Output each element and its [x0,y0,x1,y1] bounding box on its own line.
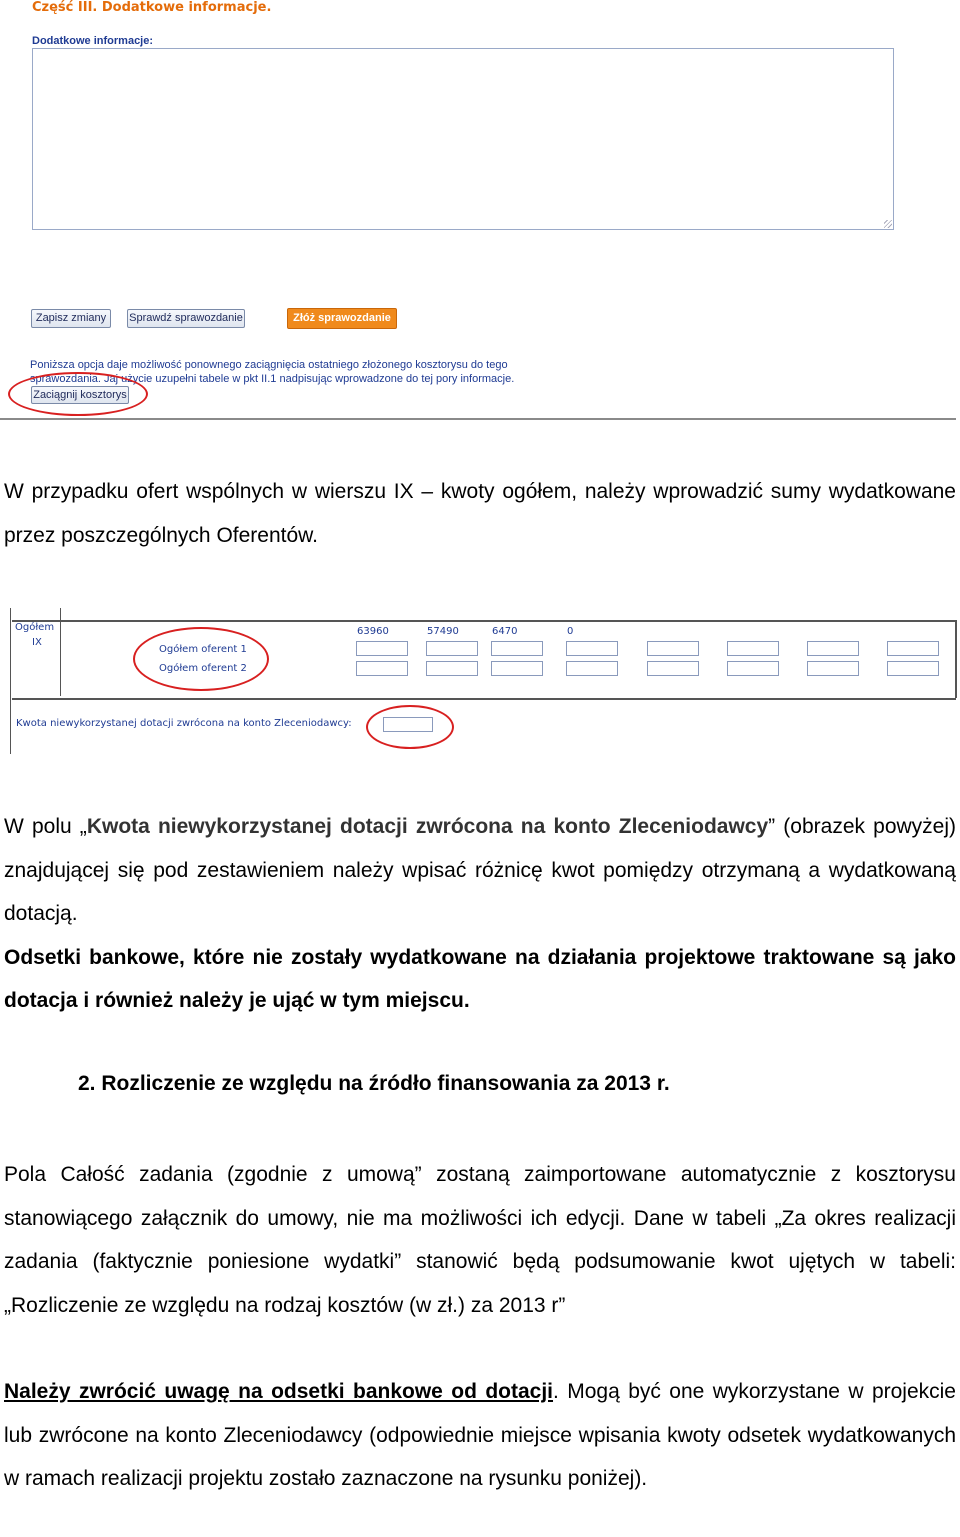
table-input-cell[interactable] [566,661,618,676]
check-report-button[interactable]: Sprawdź sprawozdanie [127,309,245,328]
resize-grip-icon[interactable] [884,220,892,228]
bank-interest-note: Odsetki bankowe, które nie zostały wydatkowane na działania projektowe traktowane są jako dotacja i również należy je ująć w tym miejscu. [4,945,956,1012]
table-input-cell[interactable] [356,661,408,676]
section-title: Część III. Dodatkowe informacje. [32,0,272,15]
save-changes-button[interactable]: Zapisz zmiany [31,309,111,328]
paragraph-joint-offers: W przypadku ofert wspólnych w wierszu IX – kwoty ogółem, należy wprowadzić sumy wydatkowane przez poszczególnych Oferentów. [4,480,956,547]
submit-report-button[interactable]: Złóż sprawozdanie [287,308,397,329]
table-input-cell[interactable] [647,641,699,656]
table-input-cell[interactable] [426,661,478,676]
additional-info-textarea[interactable] [32,48,894,230]
table-input-cell[interactable] [491,641,543,656]
table-value: 6470 [492,626,518,637]
para2-prefix: W polu „ [4,815,87,838]
row-label: Ogółem [15,622,55,633]
table-input-cell[interactable] [566,641,618,656]
annotation-circle [366,705,454,749]
table-input-cell[interactable] [807,661,859,676]
paragraph-returned-amount [4,805,956,1023]
field-name-highlight: Kwota niewykorzystanej dotacji zwrócona na konto Zleceniodawcy [86,815,769,838]
note-line-1: Poniższa opcja daje możliwość ponownego zaciągnięcia ostatniego złożonego kosztorysu do tego [30,359,508,371]
table-value: 57490 [427,626,459,637]
additional-info-label: Dodatkowe informacje: [32,35,154,47]
table-input-cell[interactable] [491,661,543,676]
para4-rest: . Mogą być one wykorzystane w projekcie lub zwrócone na konto Zleceniodawcy (odpowiednie miejsce wpisania kwoty odsetek wydatkowanych w ramach realizacji projektu zostało zaznaczone na rysunku poniżej). [4,1380,956,1490]
table-input-cell[interactable] [887,661,939,676]
table-input-cell[interactable] [727,641,779,656]
table-input-cell[interactable] [426,641,478,656]
annotation-circle [8,372,148,416]
table-value: 0 [567,626,574,637]
table-frame-left [10,608,11,754]
table-column-divider [60,608,61,696]
table-input-cell[interactable] [647,661,699,676]
interest-warning: Należy zwrócić uwagę na odsetki bankowe od dotacji [4,1380,554,1403]
returned-amount-label: Kwota niewykorzystanej dotacji zwrócona na konto Zleceniodawcy: [16,718,352,729]
section-heading: 2. Rozliczenie ze względu na źródło finansowania za 2013 r. [78,1072,670,1095]
table-input-cell[interactable] [887,641,939,656]
paragraph-interest [4,1370,956,1501]
table-input-cell[interactable] [727,661,779,676]
annotation-circle [133,627,269,691]
paragraph-import: Pola Całość zadania (zgodnie z umową” zostaną zaimportowane automatycznie z kosztorysu stanowiącego załącznik do umowy, nie ma możliwości ich edycji. Dane w tabeli „Za okres realizacji zadania (faktycznie poniesione wydatki” stanowić będą podsumowanie kwot ujętych w tabeli: „Rozliczenie ze względu na rodzaj kosztów (w zł.) za 2013 r” [4,1163,956,1317]
row-number: IX [32,637,42,648]
divider [0,418,956,420]
note-line-2: sprawozdania. Jaj użycie uzupełni tabele w pkt II.1 nadpisując wprowadzone do tej pory informacje. [30,373,515,385]
table-input-cell[interactable] [356,641,408,656]
sub-row-label: Ogółem oferent 1 [159,644,247,655]
para2-suffix: ” (obrazek powyżej) znajdującej się pod zestawieniem należy wpisać różnicę kwot pomiędzy otrzymaną a wydatkowaną dotacją. [4,815,956,925]
table-frame-right [955,620,957,698]
sub-row-label: Ogółem oferent 2 [159,663,247,674]
table-value: 63960 [357,626,389,637]
table-input-cell[interactable] [807,641,859,656]
pull-budget-button[interactable]: Zaciągnij kosztorys [31,386,129,404]
